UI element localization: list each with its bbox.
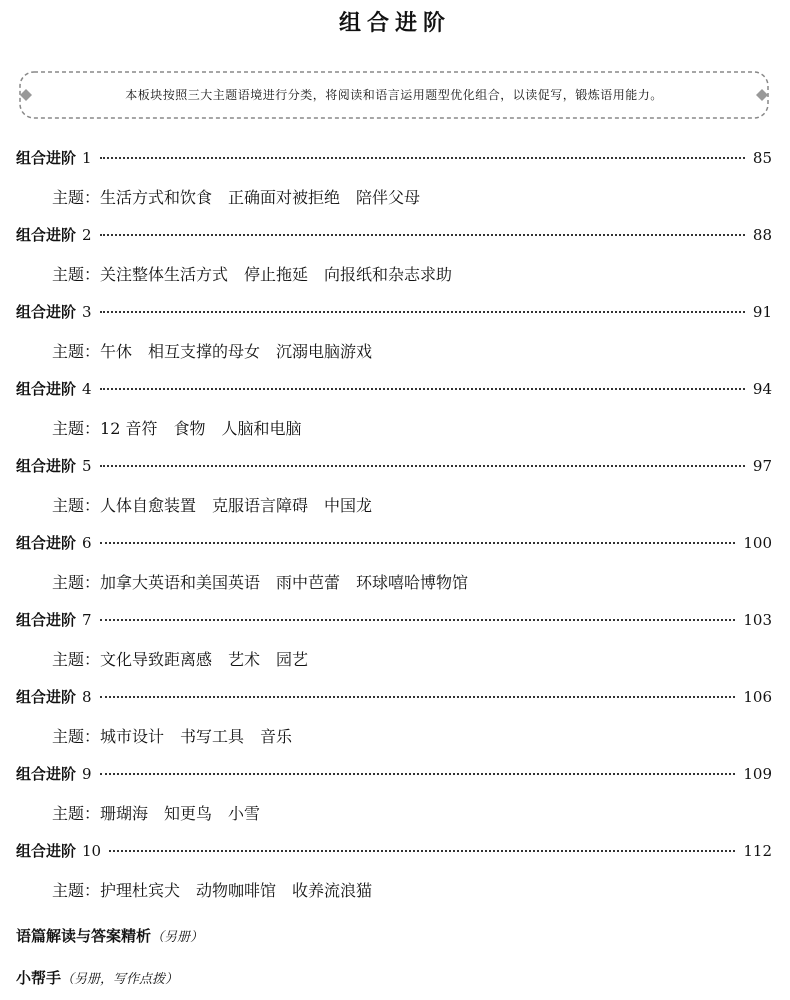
toc-page-number: 100: [743, 534, 772, 552]
toc-theme-line: [52, 185, 772, 209]
toc-theme-line: [52, 878, 772, 902]
toc-entry-number: 8: [82, 688, 92, 706]
dot-leader: [100, 311, 745, 313]
theme-item: 中国龙: [324, 496, 373, 515]
dot-leader: [100, 773, 736, 775]
toc-entry: [16, 763, 772, 840]
toc-theme-line: [52, 493, 772, 517]
toc-line[interactable]: [16, 455, 772, 481]
toc-entry-label: 组合进阶: [16, 303, 77, 321]
toc-page-number: 109: [743, 765, 772, 783]
theme-item: 动物咖啡馆: [196, 881, 277, 900]
toc-line[interactable]: [16, 609, 772, 635]
toc-entry: [16, 224, 772, 301]
toc-theme-line: [52, 339, 772, 363]
intro-box: [18, 70, 770, 120]
toc-entry-number: 2: [82, 226, 92, 244]
toc-entry-number: 9: [82, 765, 92, 783]
toc-line[interactable]: [16, 224, 772, 250]
theme-prefix: 主题：: [52, 265, 101, 284]
theme-prefix: 主题：: [52, 342, 101, 361]
toc-line[interactable]: [16, 301, 772, 327]
theme-item: 沉溺电脑游戏: [276, 342, 373, 361]
theme-item: 陪伴父母: [356, 188, 421, 207]
dot-leader: [100, 234, 745, 236]
theme-item: 正确面对被拒绝: [228, 188, 341, 207]
theme-item: 关注整体生活方式: [100, 265, 229, 284]
page-title: 组合进阶: [338, 10, 451, 36]
toc-page-number: 97: [752, 457, 772, 475]
toc-entry-label: 组合进阶: [16, 534, 77, 552]
theme-item: 生活方式和饮食: [100, 188, 213, 207]
theme-item: 向报纸和杂志求助: [324, 265, 453, 284]
intro-text: 本板块按照三大主题语境进行分类，将阅读和语言运用题型优化组合，以读促写，锻炼语用能力。: [125, 88, 663, 102]
toc-page-number: 88: [752, 226, 772, 244]
toc-entry-label: 组合进阶: [16, 611, 77, 629]
theme-item: 城市设计: [100, 727, 165, 746]
theme-item: 相互支撑的母女: [148, 342, 261, 361]
theme-item: 园艺: [276, 650, 309, 669]
theme-item: 人体自愈装置: [100, 496, 197, 515]
toc-theme-line: [52, 801, 772, 825]
toc-entry-number: 6: [82, 534, 92, 552]
answer-analysis-title: 语篇解读与答案精析: [16, 927, 152, 945]
toc-entry-label: 组合进阶: [16, 457, 77, 475]
toc-line[interactable]: [16, 147, 772, 173]
toc-theme-line: [52, 570, 772, 594]
answer-analysis-note: （另册）: [151, 930, 204, 945]
dot-leader: [100, 465, 745, 467]
toc-page-number: 112: [743, 842, 772, 860]
toc-entry: [16, 686, 772, 763]
theme-item: 12 音符: [100, 419, 158, 438]
toc-theme-line: [52, 724, 772, 748]
toc-entry-number: 4: [82, 380, 92, 398]
toc-line[interactable]: [16, 532, 772, 558]
toc-page-number: 94: [752, 380, 772, 398]
dot-leader: [100, 619, 736, 621]
theme-item: 文化导致距离感: [100, 650, 213, 669]
toc-entry-label: 组合进阶: [16, 380, 77, 398]
toc-theme-line: [52, 416, 772, 440]
toc-entry-label: 组合进阶: [16, 765, 77, 783]
dot-leader: [100, 388, 745, 390]
helper-note: （另册，写作点拨）: [61, 972, 179, 987]
theme-item: 音乐: [260, 727, 293, 746]
theme-item: 书写工具: [180, 727, 245, 746]
toc-page-number: 106: [743, 688, 772, 706]
theme-item: 小雪: [228, 804, 261, 823]
theme-item: 停止拖延: [244, 265, 309, 284]
toc-theme-line: [52, 647, 772, 671]
theme-item: 知更鸟: [164, 804, 213, 823]
theme-item: 食物: [173, 419, 206, 438]
toc-entry-number: 10: [82, 842, 102, 860]
theme-prefix: 主题：: [52, 881, 101, 900]
toc-entry: [16, 840, 772, 917]
dot-leader: [100, 696, 736, 698]
theme-item: 雨中芭蕾: [276, 573, 341, 592]
toc-page-number: 91: [752, 303, 772, 321]
theme-item: 加拿大英语和美国英语: [100, 573, 261, 592]
theme-prefix: 主题：: [52, 496, 101, 515]
theme-prefix: 主题：: [52, 650, 101, 669]
toc-entry-label: 组合进阶: [16, 226, 77, 244]
toc-entry-number: 5: [82, 457, 92, 475]
toc-entry: [16, 147, 772, 224]
toc-entry: [16, 455, 772, 532]
toc-entry-number: 7: [82, 611, 92, 629]
toc-page-number: 85: [752, 149, 772, 167]
toc-entry: [16, 609, 772, 686]
toc-line[interactable]: [16, 378, 772, 404]
theme-item: 珊瑚海: [100, 804, 149, 823]
theme-item: 收养流浪猫: [292, 881, 373, 900]
dot-leader: [109, 850, 735, 852]
theme-prefix: 主题：: [52, 188, 101, 207]
toc-entry-label: 组合进阶: [16, 149, 77, 167]
toc-entry: [16, 301, 772, 378]
toc-entry-number: 3: [82, 303, 92, 321]
toc-entry-number: 1: [82, 149, 92, 167]
helper-title: 小帮手: [16, 969, 62, 987]
theme-item: 克服语言障碍: [212, 496, 309, 515]
dot-leader: [100, 542, 736, 544]
toc-line[interactable]: [16, 840, 772, 866]
theme-item: 午休: [100, 342, 133, 361]
theme-item: 护理杜宾犬: [100, 881, 181, 900]
toc-page-number: 103: [743, 611, 772, 629]
toc-entry: [16, 532, 772, 609]
toc-entry: [16, 378, 772, 455]
toc-line[interactable]: [16, 686, 772, 712]
theme-item: 人脑和电脑: [221, 419, 302, 438]
toc-entry-label: 组合进阶: [16, 842, 77, 860]
answer-analysis-line: [16, 925, 203, 946]
theme-prefix: 主题：: [52, 727, 101, 746]
theme-item: 艺术: [228, 650, 261, 669]
toc-entry-label: 组合进阶: [16, 688, 77, 706]
theme-prefix: 主题：: [52, 573, 101, 592]
toc-theme-line: [52, 262, 772, 286]
table-of-contents: [16, 147, 772, 917]
toc-line[interactable]: [16, 763, 772, 789]
theme-prefix: 主题：: [52, 419, 101, 438]
helper-line: [16, 967, 178, 988]
dot-leader: [100, 157, 745, 159]
theme-prefix: 主题：: [52, 804, 101, 823]
theme-item: 环球嘻哈博物馆: [356, 573, 469, 592]
